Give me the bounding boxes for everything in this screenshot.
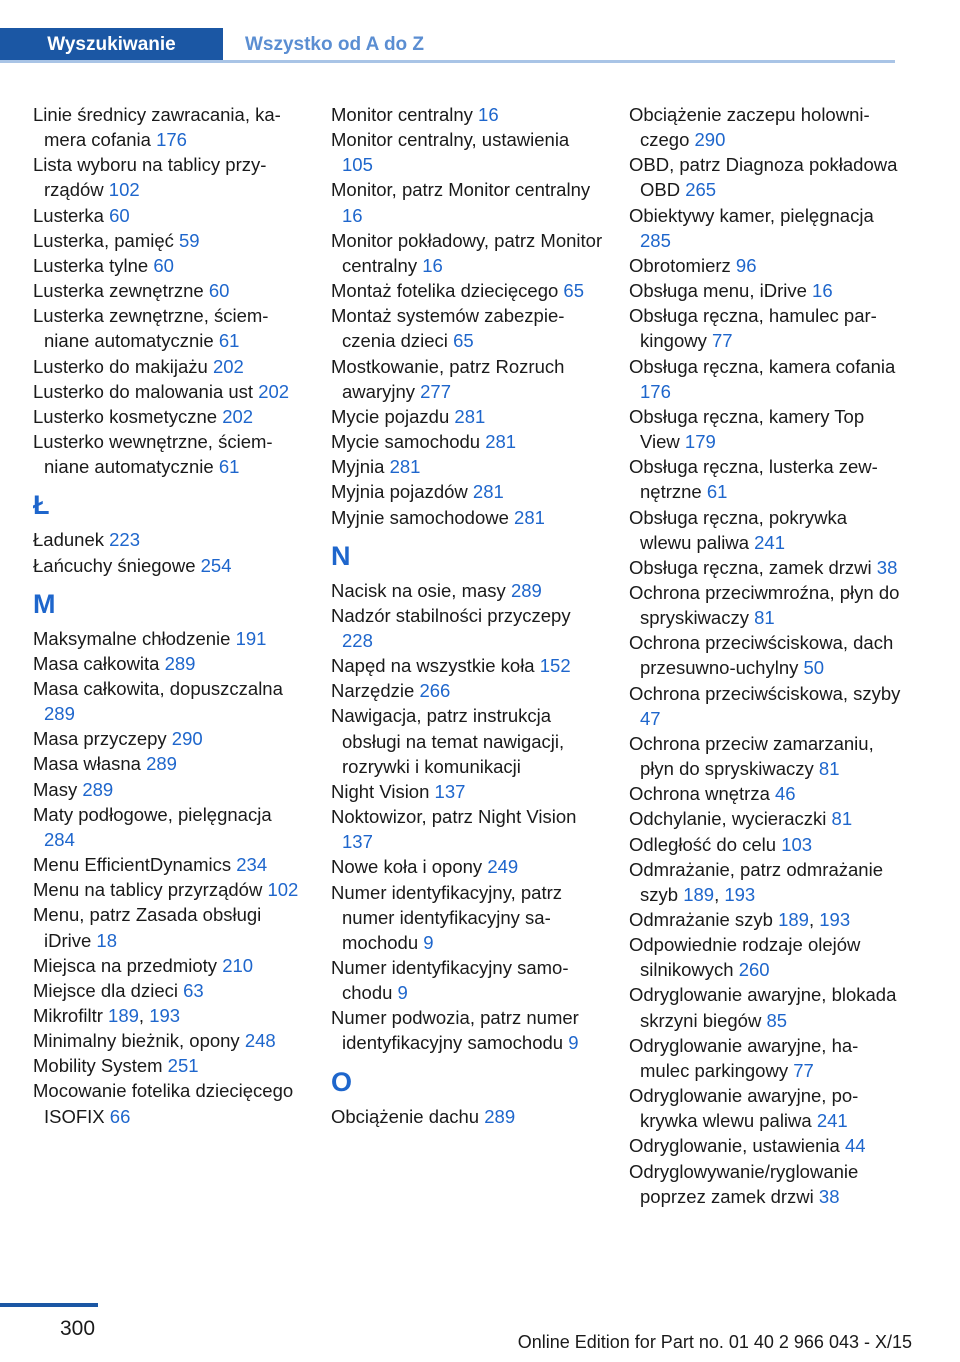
index-entry [33,802,305,852]
index-entry-text: Mycie samochodu [331,431,481,453]
page-link[interactable]: 189 [108,1005,139,1026]
tab-bar [0,0,895,62]
index-entry [629,152,901,202]
page-link[interactable]: 284 [44,828,75,850]
index-entry [629,404,901,454]
index-entry [33,626,305,651]
index-entry-text: Obsługa ręczna, lusterka zewnętrzne [629,456,878,503]
index-letter-heading: Ł [33,490,50,521]
index-entry [33,379,305,404]
page-link[interactable]: 85 [766,1009,788,1031]
index-entry-text: Menu, patrz Zasada obsługi iDrive [33,904,262,951]
index-entry-text: Myjnia [331,456,385,478]
page-link[interactable]: 289 [510,579,542,601]
index-entry [33,1053,305,1078]
index-entry [331,505,603,530]
index-entry [629,1159,901,1209]
page-link[interactable]: 189 [683,883,715,905]
index-entry [33,852,305,877]
page-link[interactable]: 290 [171,728,203,750]
page-link[interactable]: 61 [218,456,240,478]
index-entry-text: Lusterka [33,204,104,226]
index-entry-text: Obciążenie dachu [331,1105,480,1127]
page-link[interactable]: 96 [735,254,757,276]
page-link[interactable]: 77 [793,1059,814,1081]
index-entry-text: Łańcuchy śniegowe [33,554,196,576]
index-entry-text: Odmrażanie, patrz odmrażanie szyb [629,858,883,905]
page-link[interactable]: 266 [419,680,451,702]
index-entry-text: Obsługa ręczna, pokrywka wlewu paliwa [629,506,847,553]
page-link[interactable]: 228 [342,629,373,651]
index-entry [629,580,901,630]
index-entry-text: Lista wyboru na tablicy przyrządów [33,154,267,201]
index-entry-text: Odległość do celu [629,833,777,855]
index-column-2 [331,102,603,1129]
index-entry-text: Lusterko wewnętrzne, ściemniane automatycznie [33,431,273,478]
index-entry [33,527,305,552]
page-link[interactable]: 46 [775,783,796,805]
index-entry-text: Noktowizor, patrz Night Vision [331,806,577,828]
page-link[interactable]: 241 [754,531,786,553]
index-entry-text: Ochrona wnętrza [629,783,770,805]
index-entry [629,681,901,731]
page-link[interactable]: 77 [711,330,733,352]
footer-rule [0,1303,98,1307]
page-link[interactable]: 249 [487,856,519,878]
index-entry-text: Maty podłogowe, pielęgnacja [33,803,272,825]
index-entry-text: Obsługa ręczna, hamulec parkingowy [629,305,877,352]
index-entry [331,678,603,703]
tab-wszystko-od-a-do-z[interactable]: Wszystko od A do Z [244,34,425,55]
index-entry-text: Ochrona przeciwściskowa, dach przesuwno-uchylny [629,632,894,679]
index-entry [629,1133,901,1158]
index-entry-text: Mycie pojazdu [331,405,450,427]
index-entry-text: Lusterko do makijażu [33,355,208,377]
page-link[interactable]: 260 [738,959,770,981]
index-entry [33,676,305,726]
index-entry-text: Narzędzie [331,680,415,702]
index-entry-text: Masa własna [33,753,141,775]
index-entry: Odmrażanie, patrz odmrażanie szyb 189, 193 [629,858,883,905]
page-link[interactable]: 102 [108,179,140,201]
index-entry [629,1083,901,1133]
page-link[interactable]: 248 [244,1030,276,1052]
page-link[interactable]: 60 [109,204,130,226]
index-entry [331,177,603,227]
index-entry-text: Obsługa ręczna, zamek drzwi [629,556,872,578]
index-entry-text: Odchylanie, wycieraczki [629,808,827,830]
page-link[interactable]: 60 [153,254,174,276]
page-link[interactable]: 281 [389,456,421,478]
index-letter-heading: M [33,588,56,619]
page-link[interactable]: 176 [640,380,671,402]
page-link[interactable]: 191 [235,627,267,649]
page-link[interactable]: 61 [706,481,728,503]
index-entry-text: Mostkowanie, patrz Rozruch awaryjny [331,355,565,402]
index-entry [33,877,305,902]
page-link[interactable]: 202 [212,355,244,377]
page-link[interactable]: 103 [781,833,813,855]
page-link[interactable]: 16 [812,280,833,302]
index-entry [331,703,603,778]
index-entry [629,203,901,253]
index-entry-text: Obiektywy kamer, pielęgnacja [629,204,874,226]
index-entry-text: Odpowiednie rodzaje olejów silnikowych [629,934,861,981]
page-link[interactable]: 105 [342,154,373,176]
index-entry-text: Mocowanie fotelika dziecięcego ISOFIX [33,1080,294,1127]
page-link[interactable]: 193 [724,883,756,905]
page-link[interactable]: 289 [44,703,75,725]
index-entry [33,278,305,303]
page-link[interactable]: 81 [754,607,775,629]
index-entry [331,278,603,303]
page-link[interactable]: 102 [267,879,299,901]
index-entry [331,603,603,653]
index-entry [331,127,603,177]
page-link[interactable]: 65 [453,330,474,352]
page-link[interactable]: 66 [109,1105,131,1127]
index-entry-text: Numer identyfikacyjny, patrz numer identyfikacyjny samochodu [331,881,562,953]
index-entry-text: Ładunek [33,529,104,551]
page-link[interactable]: 152 [539,655,571,677]
index-entry [33,726,305,751]
page-link[interactable]: 61 [218,330,240,352]
index-entry [33,1028,305,1053]
index-column-3 [629,102,901,1209]
page-link[interactable]: 265 [685,179,717,201]
index-entry-text: Odryglowanie awaryjne, blokada skrzyni biegów [629,984,897,1031]
index-entry-text: Minimalny bieżnik, opony [33,1030,240,1052]
index-entry [629,982,901,1032]
index-entry [331,854,603,879]
index-entry-text: Odryglowanie awaryjne, hamulec parkingowy [629,1034,859,1081]
index-entry [629,354,901,404]
page-link[interactable]: 9 [423,931,434,953]
page-link[interactable]: 202 [258,380,290,402]
index-entry-text: Odryglowanie awaryjne, pokrywka wlewu paliwa [629,1085,859,1132]
index-entry-text: Obsługa menu, iDrive [629,280,807,302]
index-entry-text: Nowe koła i opony [331,856,483,878]
page-link[interactable]: 289 [484,1105,516,1127]
page-link[interactable]: 281 [472,481,504,503]
page-link[interactable]: 281 [485,431,517,453]
index-entry-text: Napęd na wszystkie koła [331,655,535,677]
edition-note: Online Edition for Part no. 01 40 2 966 043 - X/15 [517,1332,912,1352]
index-entry [331,955,603,1005]
index-entry-text: Obsługa ręczna, kamery Top View [629,405,865,453]
page-link[interactable]: 81 [831,808,853,830]
tab-wyszukiwanie[interactable]: Wyszukiwanie [0,28,223,62]
index-entry [629,454,901,504]
index-entry-text: Lusterka tylne [33,254,149,276]
index-entry [33,102,305,152]
index-entry-text: Monitor pokładowy, patrz Monitor centralny [331,229,603,276]
index-entry [629,630,901,680]
index-entry [629,102,901,152]
index-entry [33,354,305,379]
index-entry [331,479,603,504]
page-link[interactable]: 193 [149,1005,181,1026]
index-entry-text: Lusterka zewnętrzne, ściemniane automatycznie [33,305,269,352]
page-link[interactable]: 179 [684,431,716,453]
index-entry-text: Monitor, patrz Monitor centralny [331,179,591,201]
page-link[interactable]: 50 [803,657,825,679]
index-entry [33,152,305,202]
index-entry [331,1104,603,1129]
index-entry-text: Masa przyczepy [33,728,167,750]
index-entry [331,1005,603,1055]
page-link[interactable]: 285 [640,229,671,251]
page-link[interactable]: 9 [397,982,408,1004]
index-entry-text: Lusterka, pamięć [33,229,174,251]
index-entry [33,253,305,278]
page-link[interactable]: 251 [167,1055,199,1077]
index-entry [629,278,901,303]
page-link[interactable]: 16 [478,104,499,125]
index-letter-heading: O [331,1066,353,1097]
page-link[interactable]: 38 [818,1185,840,1207]
page-link[interactable]: 202 [222,405,254,427]
page-link[interactable]: 189 [778,909,809,930]
index-entry [33,303,305,353]
page-link[interactable]: 18 [96,929,117,951]
page-link[interactable]: 281 [514,506,545,528]
index-column-1 [33,102,305,1129]
index-entry-text: Masa całkowita, dopuszczalna [33,677,283,699]
index-entry-text: Monitor centralny, ustawienia [331,129,570,151]
index-entry-text: Numer identyfikacyjny samochodu [331,957,569,1004]
page-link[interactable]: 63 [183,979,204,1001]
page-link[interactable]: 60 [208,280,230,302]
index-entry-text: Obciążenie zaczepu holowniczego [629,104,870,151]
index-entry [33,953,305,978]
index-entry-text: Myjnia pojazdów [331,481,468,503]
index-entry-text: Mikrofiltr [33,1005,103,1026]
page-link[interactable]: 290 [694,129,726,151]
index-entry-text: Nacisk na osie, masy [331,579,506,601]
index-entry: Mikrofiltr 189, 193 [33,1005,181,1026]
page-link[interactable]: 47 [640,707,661,729]
index-entry-text: Masa całkowita [33,652,160,674]
index-entry [331,303,603,353]
page-link[interactable]: 289 [82,778,114,800]
index-entry-text: Nawigacja, patrz instrukcja obsługi na temat nawigacji, rozrywki i komunikacji [331,705,565,777]
page-link[interactable]: 44 [844,1135,866,1157]
index-entry [629,253,901,278]
index-entry [629,303,901,353]
page-link[interactable]: 65 [563,280,584,302]
index-entry-text: Ochrona przeciwściskowa, szyby [629,682,901,704]
page-link[interactable]: 234 [236,854,268,876]
index-entry-text: Menu EfficientDynamics [33,854,232,876]
index-entry-text: Ochrona przeciwmroźna, płyn do spryskiwaczy [629,581,900,629]
index-entry-text: Odryglowanie, ustawienia [629,1135,840,1157]
page-link[interactable]: 38 [876,556,898,578]
index-entry [629,731,901,781]
index-entry [33,902,305,952]
index-entry-text: Miejsce dla dzieci [33,979,178,1001]
index-entry [331,102,603,127]
index-entry [331,804,603,854]
page-link[interactable]: 254 [200,554,232,576]
index-entry [331,354,603,404]
index-entry [629,932,901,982]
index-entry: Odmrażanie szyb 189, 193 [629,909,851,930]
index-entry [33,978,305,1003]
index-entry-text: Monitor centralny [331,104,473,125]
page-link[interactable]: 289 [164,652,196,674]
tab-divider [0,60,895,63]
page-link[interactable]: 16 [422,254,443,276]
index-entry [629,806,901,831]
index-entry-text: Menu na tablicy przyrządów [33,879,263,901]
index-entry [33,228,305,253]
index-entry [331,454,603,479]
index-entry [33,404,305,429]
page-link[interactable]: 137 [342,831,373,853]
index-entry-text: Myjnie samochodowe [331,506,509,528]
index-entry [629,781,901,806]
index-entry-text: Ochrona przeciw zamarzaniu, płyn do spryskiwaczy [629,732,874,780]
page-link[interactable]: 59 [179,229,200,251]
index-entry-text: Maksymalne chłodzenie [33,627,231,649]
index-entry [629,1033,901,1083]
index-entry [331,653,603,678]
index-entry [33,203,305,228]
index-entry-text: Masy [33,778,78,800]
page-link[interactable]: 241 [816,1110,848,1132]
index-entry-text: Mobility System [33,1055,163,1077]
index-entry [331,880,603,955]
index-entry-text: Lusterko do malowania ust [33,380,254,402]
index-entry [331,228,603,278]
index-entry-text: Linie średnicy zawracania, kamera cofania [33,104,281,151]
index-entry-text: Montaż fotelika dziecięcego [331,280,559,302]
index-entry-text: Lusterka zewnętrzne [33,280,204,302]
index-entry [629,505,901,555]
index-entry [33,651,305,676]
index-entry [331,404,603,429]
index-entry-text: Night Vision [331,780,430,802]
page-link[interactable]: 277 [420,380,452,402]
index-entry-text: Lusterko kosmetyczne [33,405,218,427]
page-link[interactable]: 193 [819,909,851,930]
page-link[interactable]: 176 [156,129,187,151]
index-entry-text: Odmrażanie szyb [629,909,773,930]
index-entry [629,832,901,857]
index-entry-text: Obrotomierz [629,254,731,276]
page-link[interactable]: 9 [568,1032,579,1054]
page-link[interactable]: 210 [222,954,254,976]
page-link[interactable]: 137 [434,780,466,802]
index-entry [331,779,603,804]
index-entry-text: Odryglowywanie/ryglowanie poprzez zamek drzwi [629,1160,859,1207]
index-entry [331,578,603,603]
index-entry [331,429,603,454]
page-link[interactable]: 281 [454,405,486,427]
index-entry [33,777,305,802]
index-entry [33,553,305,578]
page-link[interactable]: 16 [342,204,363,226]
index-entry [33,751,305,776]
index-entry-text: OBD, patrz Diagnoza pokładowa OBD [629,154,898,201]
index-entry-text: Obsługa ręczna, kamera cofania [629,355,896,377]
index-letter-heading: N [331,540,351,571]
index-entry [33,1078,305,1128]
index-entry [629,555,901,580]
index-entry-text: Miejsca na przedmioty [33,954,218,976]
index-entry-text: Nadzór stabilności przyczepy [331,604,571,626]
page-number: 300 [60,1317,96,1340]
index-entry [33,429,305,479]
page-link[interactable]: 289 [146,753,177,775]
page-link[interactable]: 223 [109,529,140,551]
index-entry-text: Numer podwozia, patrz numer identyfikacyjny samochodu [331,1007,579,1054]
page-link[interactable]: 81 [818,758,840,780]
index-entry-text: Montaż systemów zabezpieczenia dzieci [331,305,565,352]
